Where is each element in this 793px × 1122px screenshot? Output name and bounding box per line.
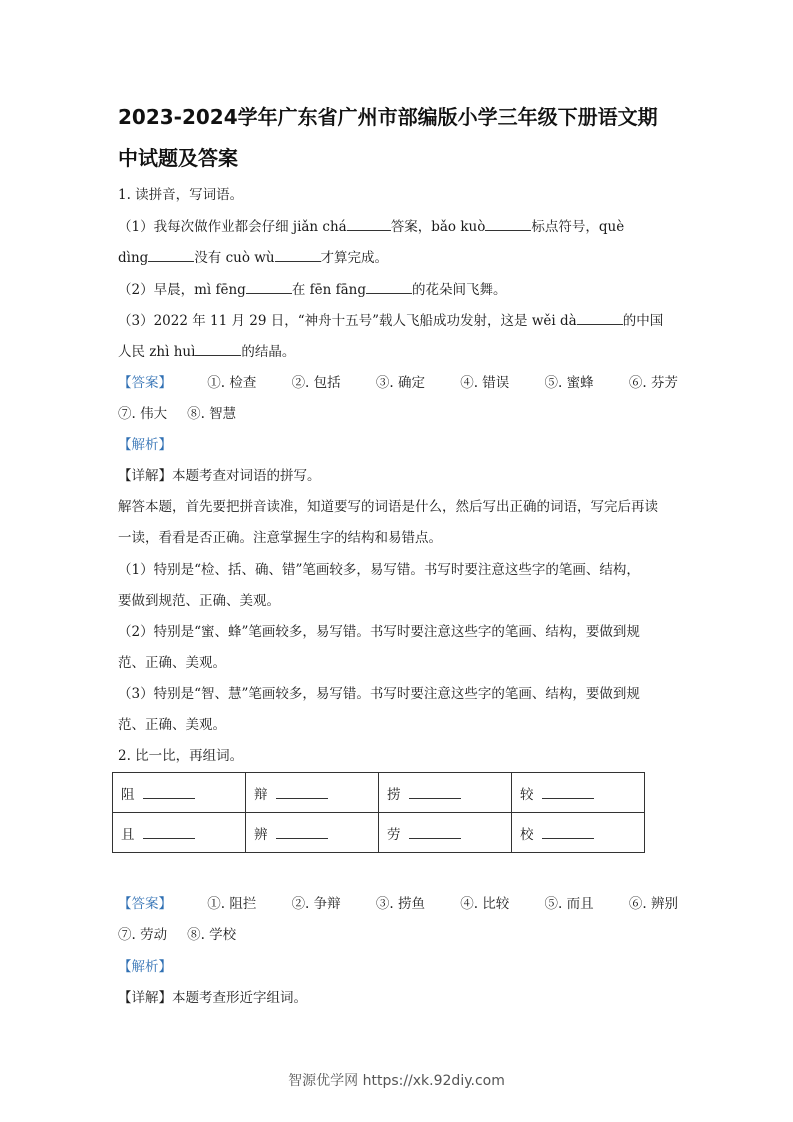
answer-blank: [276, 827, 328, 839]
question-2-detail: [118, 988, 678, 1008]
document-title-line-1: 2023-2024学年广东省广州市部编版小学三年级下册语文期: [118, 105, 658, 129]
answer-item: ②. 包括: [291, 375, 341, 391]
question-1-answers-line-1: [118, 373, 678, 393]
analysis-paragraph-4-line-1: （3）特别是“智、慧”笔画较多，易写错。书写时要注意这些字的笔画、结构，要做到规: [118, 686, 640, 702]
character: 捞: [387, 786, 401, 803]
table-cell: [113, 813, 246, 853]
answer-blank: [143, 827, 195, 839]
answer-blank: [577, 311, 623, 325]
answer-item: ③. 确定: [375, 375, 425, 391]
document-title-line-2: 中试题及答案: [118, 146, 238, 170]
s1-part-d: dìng: [118, 250, 149, 266]
detail-tag: 【详解】: [118, 990, 172, 1006]
s1-part-b: 答案，bǎo kuò: [390, 219, 486, 235]
question-2-stem: 2. 比一比，再组词。: [118, 748, 244, 764]
table-cell: [246, 813, 379, 853]
answer-item: ⑤. 蜜蜂: [544, 375, 594, 391]
analysis-paragraph-1-line-1: 解答本题，首先要把拼音读准，知道要写的词语是什么，然后写出正确的词语，写完后再读: [118, 499, 658, 515]
character: 校: [520, 826, 534, 843]
answer-item: ⑤. 而且: [544, 896, 594, 912]
answer-blank: [409, 787, 461, 799]
table-cell: [512, 773, 645, 813]
s2-part-a: （2）早晨，mì fēng: [118, 282, 246, 298]
question-1-sentence-3-line-2: [118, 342, 678, 362]
answer-blank: [246, 280, 292, 294]
character: 且: [121, 826, 135, 843]
answer-item: ①. 阻拦: [207, 896, 257, 912]
answer-blank: [143, 787, 195, 799]
question-1-analysis-tag: 【解析】: [118, 437, 172, 453]
s2-part-c: 的花朵间飞舞。: [411, 282, 507, 298]
table-row: [113, 813, 645, 853]
question-2-analysis-tag: 【解析】: [118, 959, 172, 975]
question-1-sentence-1-line-2: [118, 248, 678, 268]
table-cell: [512, 813, 645, 853]
question-1-detail: [118, 466, 678, 486]
s3-part-a: （3）2022 年 11 月 29 日，“神舟十五号”载人飞船成功发射，这是 wěi dà: [118, 313, 577, 329]
answer-item: ③. 捞鱼: [375, 896, 425, 912]
character: 辩: [254, 786, 268, 803]
table-cell: [379, 813, 512, 853]
answer-blank: [347, 217, 391, 231]
answer-item: ④. 错误: [460, 375, 510, 391]
s2-part-b: 在 fēn fāng: [291, 282, 366, 298]
answer-item: ⑥. 辨别: [628, 896, 678, 912]
answer-blank: [409, 827, 461, 839]
question-1-sentence-2: [118, 280, 678, 300]
s1-part-e: 没有 cuò wù: [194, 250, 275, 266]
detail-text: 本题考查对词语的拼写。: [172, 468, 321, 484]
character: 较: [520, 786, 534, 803]
detail-tag: 【详解】: [118, 468, 172, 484]
character-compare-table: [112, 772, 645, 853]
question-1-answers-line-2: [118, 404, 678, 424]
footer-watermark: 智源优学网 https://xk.92diy.com: [288, 1073, 505, 1089]
answer-blank: [276, 787, 328, 799]
answer-tag: 【答案】: [118, 896, 172, 912]
answer-item: ②. 争辩: [291, 896, 341, 912]
s3-part-b: 的中国: [622, 313, 664, 329]
s3-part-c: 人民 zhì huì: [118, 344, 196, 360]
s1-part-c: 标点符号，què: [531, 219, 625, 235]
question-1-sentence-3-line-1: [118, 311, 678, 331]
character: 阻: [121, 786, 135, 803]
character: 劳: [387, 826, 401, 843]
answer-item: ⑧. 智慧: [187, 406, 237, 422]
question-2-answers-line-1: [118, 894, 678, 914]
table-cell: [113, 773, 246, 813]
table-row: [113, 773, 645, 813]
analysis-paragraph-2-line-2: 要做到规范、正确、美观。: [118, 593, 280, 609]
answer-item: ⑦. 伟大: [118, 406, 168, 422]
answer-tag: 【答案】: [118, 375, 172, 391]
table-cell: [246, 773, 379, 813]
s1-part-a: （1）我每次做作业都会仔细 jiǎn chá: [118, 219, 347, 235]
analysis-paragraph-2-line-1: （1）特别是“检、括、确、错”笔画较多，易写错。书写时要注意这些字的笔画、结构，: [118, 562, 640, 578]
answer-blank: [275, 248, 321, 262]
analysis-paragraph-3-line-1: （2）特别是“蜜、蜂”笔画较多，易写错。书写时要注意这些字的笔画、结构，要做到规: [118, 624, 640, 640]
s3-part-d: 的结晶。: [241, 344, 296, 360]
analysis-paragraph-1-line-2: 一读，看看是否正确。注意掌握生字的结构和易错点。: [118, 530, 442, 546]
answer-item: ④. 比较: [460, 896, 510, 912]
character: 辨: [254, 826, 268, 843]
analysis-paragraph-4-line-2: 范、正确、美观。: [118, 717, 226, 733]
question-2-answers-line-2: [118, 925, 678, 945]
table-cell: [379, 773, 512, 813]
answer-item: ⑧. 学校: [187, 927, 237, 943]
answer-blank: [542, 827, 594, 839]
answer-item: ⑥. 芬芳: [628, 375, 678, 391]
answer-blank: [485, 217, 531, 231]
answer-item: ①. 检查: [207, 375, 257, 391]
answer-blank: [195, 342, 241, 356]
question-1-sentence-1-line-1: [118, 217, 678, 237]
s1-part-f: 才算完成。: [320, 250, 389, 266]
answer-blank: [542, 787, 594, 799]
question-1-stem: 1. 读拼音，写词语。: [118, 187, 244, 203]
answer-blank: [366, 280, 412, 294]
answer-blank: [148, 248, 194, 262]
detail-text: 本题考查形近字组词。: [172, 990, 307, 1006]
answer-item: ⑦. 劳动: [118, 927, 168, 943]
analysis-paragraph-3-line-2: 范、正确、美观。: [118, 655, 226, 671]
